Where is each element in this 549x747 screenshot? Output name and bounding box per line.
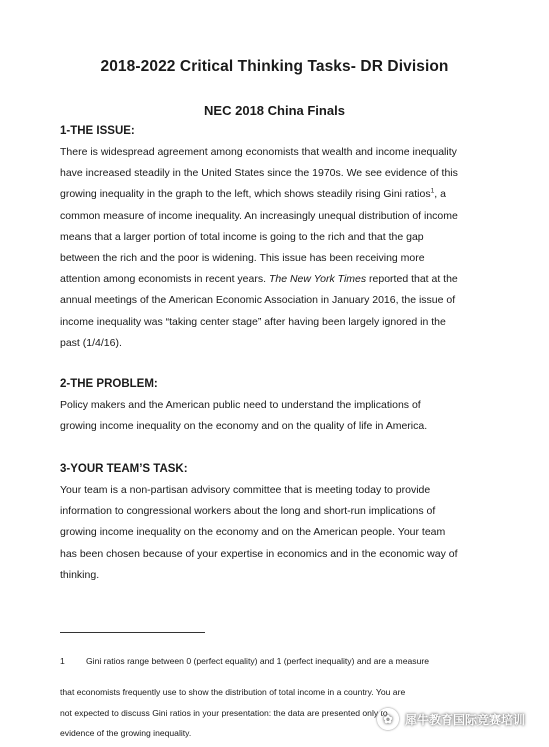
text-line: income inequality was “taking center stage” after having been largely ignored in the — [60, 315, 446, 328]
text-line: have increased steadily in the United States since the 1970s. We see evidence of this — [60, 167, 458, 180]
footnote-divider — [60, 632, 205, 633]
section-body-task — [60, 480, 486, 586]
footnote-line: that economists frequently use to show the distribution of total income in a country. You are — [60, 687, 406, 697]
watermark-text: 犀牛教育国际竞赛培训 — [405, 712, 526, 727]
text-line: growing income inequality on the economy and on the American people. Your team — [60, 526, 446, 539]
text-line: common measure of income inequality. An increasingly unequal distribution of income — [60, 209, 458, 222]
text-line: growing income inequality on the economy and on the quality of life in America. — [60, 420, 428, 433]
footnote-line: evidence of the growing inequality. — [60, 728, 192, 738]
footnote-line: not expected to discuss Gini ratios in your presentation: the data are presented only to — [60, 708, 388, 718]
text-line: means that a larger portion of total income is going to the rich and that the gap — [60, 230, 424, 243]
section-heading-task: 3-YOUR TEAM’S TASK: — [60, 463, 188, 475]
text-line: past (1/4/16). — [60, 336, 122, 349]
text-line: thinking. — [60, 568, 100, 581]
text-line: growing inequality in the graph to the left, which shows steadily rising Gini ratios$^1$, a — [60, 187, 446, 201]
section-heading-problem: 2-THE PROBLEM: — [60, 378, 158, 390]
document-title: 2018-2022 Critical Thinking Tasks- DR Division — [100, 58, 449, 75]
text-line: Policy makers and the American public need to understand the implications of — [60, 399, 421, 411]
footnote-mark: 1 — [60, 656, 65, 666]
section-body-problem — [60, 395, 486, 437]
section-body-issue — [60, 142, 486, 354]
text-line: Your team is a non-partisan advisory committee that is meeting today to provide — [60, 484, 431, 496]
footnote-ref: 1 — [430, 187, 435, 195]
text-line: attention among economists in recent years. The New York Times reported that at the — [60, 273, 458, 286]
watermark — [377, 706, 547, 732]
document-subtitle: NEC 2018 China Finals — [204, 103, 345, 118]
text-line: There is widespread agreement among economists that wealth and income inequality — [60, 146, 457, 158]
text-line: annual meetings of the American Economic Association in January 2016, the issue of — [60, 294, 456, 307]
text-line: information to congressional workers about the long and short-run implications of — [60, 505, 436, 518]
text-line: between the rich and the poor is widening. This issue has been receiving more — [60, 252, 425, 265]
wechat-icon: ✿ — [377, 708, 399, 730]
section-heading-issue: 1-THE ISSUE: — [60, 125, 135, 137]
footnote-line: 1 Gini ratios range between 0 (perfect equality) and 1 (perfect inequality) and are a measure — [60, 656, 429, 666]
publication-name: The New York Times — [268, 273, 367, 286]
text-line: has been chosen because of your expertise in economics and in the economic way of — [60, 547, 458, 560]
